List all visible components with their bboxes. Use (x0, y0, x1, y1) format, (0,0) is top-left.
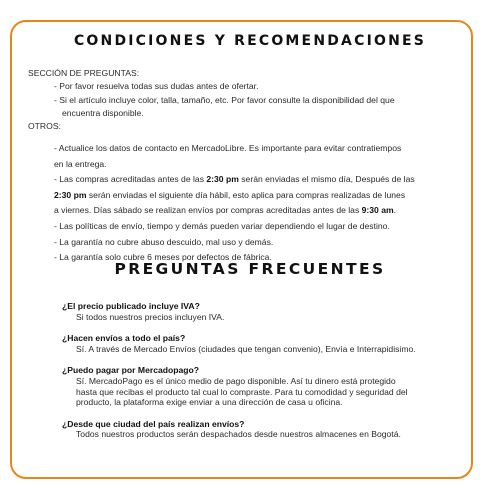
faq-question: ¿Desde que ciudad del país realizan envíos? (62, 418, 245, 429)
other-item: - La garantía solo cubre 6 meses por defectos de fábrica. (54, 252, 272, 263)
other-item: - La garantía no cubre abuso descuido, mal uso y demás. (54, 236, 274, 247)
other-heading: OTROS: (28, 121, 61, 132)
other-item: - Las políticas de envío, tiempo y demás pueden variar dependiendo el lugar de destino. (54, 220, 390, 231)
shipping-time: 9:30 am (361, 205, 394, 216)
conditions-title: CONDICIONES Y RECOMENDACIONES (73, 33, 427, 49)
faq-title: PREGUNTAS FRECUENTES (114, 260, 386, 278)
faq-question: ¿Hacen envíos a todo el país? (62, 333, 186, 344)
faq-answer (62, 376, 462, 408)
shipping-text: serán enviadas el siguiente día hábil, esto aplica para compras realizadas de lunes (86, 189, 406, 200)
shipping-text: a viernes. Días sábado se realizan envíos por compras acreditadas antes de las (54, 205, 362, 216)
shipping-time: 2:30 pm (206, 174, 239, 185)
shipping-text: serán enviadas el mismo día, Después de las (238, 174, 415, 185)
questions-item-continued: encuentra disponible. (62, 107, 144, 118)
other-section (28, 141, 448, 266)
faq-answer-line: hasta que recibas el producto tal cual lo compraste. Para tu comodidad y seguridad del (76, 386, 408, 397)
faq-answer: Si todos nuestros precios incluyen IVA. (76, 311, 225, 322)
shipping-text: . (393, 205, 397, 216)
faq-answer: Sí. A través de Mercado Envíos (ciudades que tengan convenio), Envía e Interrapidisimo. (76, 343, 416, 354)
shipping-time: 2:30 pm (54, 189, 87, 200)
other-item-continued: en la entrega. (54, 158, 107, 169)
faq-list (62, 301, 462, 451)
faq-answer: Todos nuestros productos serán despachados desde nuestros almacenes en Bogotá. (76, 429, 401, 440)
questions-heading: SECCIÓN DE PREGUNTAS: (28, 68, 140, 78)
questions-item: - Por favor resuelva todas sus dudas antes de ofertar. (54, 81, 259, 92)
other-item-shipping (28, 172, 448, 188)
questions-section (28, 67, 448, 133)
other-item-shipping-continued (28, 203, 448, 219)
faq-answer-line: producto, la plataforma exige enviar a una dirección de casa u oficina. (76, 397, 343, 408)
faq-answer-line: Sí. MercadoPago es el único medio de pago disponible. Así tu dinero está protegido (76, 375, 396, 386)
faq-question: ¿Puedo pagar por Mercadopago? (62, 365, 200, 376)
faq-question: ¿El precio publicado incluye IVA? (62, 301, 200, 311)
other-item-shipping-continued (28, 188, 448, 204)
questions-item: - Si el artículo incluye color, talla, tamaño, etc. Por favor consulte la disponibilidad del que (54, 94, 395, 105)
other-item: - Actualice los datos de contacto en MercadoLibre. Es importante para evitar contratiempos (54, 143, 402, 153)
shipping-text: - Las compras acreditadas antes de las (54, 174, 207, 185)
